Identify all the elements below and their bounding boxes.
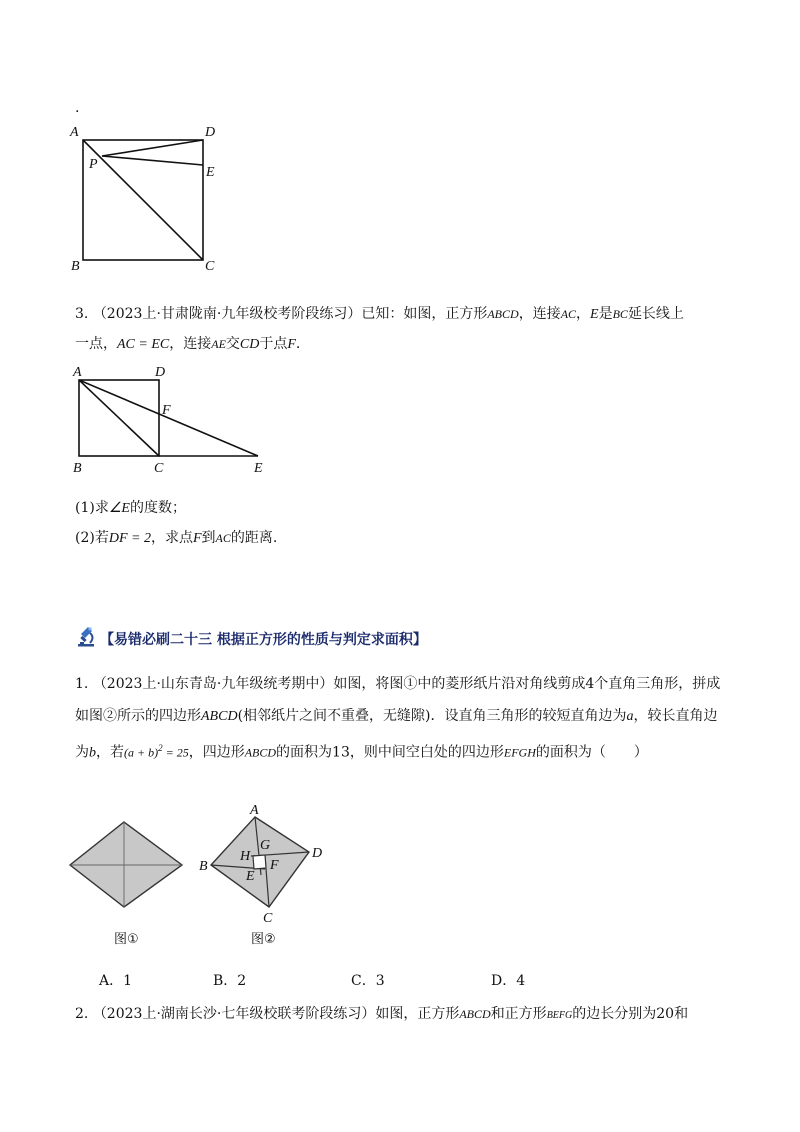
q3-line2-e: . [295,336,301,352]
q3-sub2-ac: AC [215,531,231,545]
q3-abcd: ABCD [487,307,519,321]
q3-number: 3. [75,306,89,322]
p2-line1-text: （2023上·湖南长沙·七年级校联考阶段练习）如图，正方形 [92,1006,460,1022]
q3-text4: 是 [598,306,613,322]
q3-text5: 延长线上 [627,306,684,322]
q3-line2 [75,334,300,355]
q3-cd: CD [239,337,260,352]
p2-number: 2. [75,1006,89,1022]
q3-ae: AE [211,337,226,351]
q3-sub2-a: (2)若 [75,530,109,546]
q3-sub1-a: (1)求 [75,500,109,516]
label-p: P [89,157,98,172]
label-a: A [70,125,79,140]
p1-line1-text: （2023上·山东青岛·九年级统考期中）如图，将图①中的菱形纸片沿对角线剪成4个直角三角形，拼成 [92,676,721,692]
p1-line3-a: 为 [75,744,89,761]
microscope-icon [74,624,98,648]
p2-line1 [75,1004,688,1026]
q3-line2-d: 于点 [259,336,288,352]
q3-e: E [590,307,599,322]
p2-line1-c: 的边长分别为 [572,1006,657,1022]
fig-label-f: F [270,858,279,873]
p1-line3 [75,738,648,764]
fig-label-d: D [312,846,323,861]
p2-line1-d: 和 [674,1006,689,1022]
q3-line2-c: 交 [225,336,240,352]
option-c[interactable]: C．3 [351,973,385,989]
p2-line1-b: 和正方形 [490,1006,547,1022]
p1-number: 1. [75,676,89,692]
p2-befg: BEFG [546,1010,573,1021]
label-d: D [205,125,216,140]
stray-dot: . [75,100,80,116]
figure-square-extension [66,360,276,480]
q3-ac: AC [560,307,577,321]
rhombus-figure-1 [70,822,182,907]
blank-efgh [253,855,266,869]
label-d: D [155,365,166,380]
q3-source: （2023上·甘肃陇南·九年级校考阶段练习） [92,306,362,322]
fig-label-g: G [260,838,271,853]
q3-sub2-f: F [192,531,202,546]
label-e: E [206,165,215,180]
p1-abcd2: ABCD [244,745,277,760]
fig-caption-2: 图② [251,932,276,947]
p1-line3-d: 的面积为13，则中间空白处的四边形 [276,744,504,761]
p1-line2-b: (相邻纸片之间不重叠，无缝隙)．设直角三角形的较短直角边为 [237,708,627,724]
p1-line1 [75,674,720,694]
p1-a: a [626,709,634,724]
q3-angle-e: ∠E [108,501,130,516]
p1-line3-c: ，四边形 [188,744,245,761]
p1-line2-text: 如图②所示的四边形 [75,708,201,724]
q3-sub2-c: 到 [201,530,216,546]
q3-sub1-b: 的度数； [129,500,186,516]
label-b: B [71,259,80,274]
label-e: E [254,461,263,476]
q3-text3: ， [576,306,591,322]
figure-rhombus-square [66,790,356,950]
option-b[interactable]: B．2 [213,973,247,989]
q3-bc: BC [612,307,628,321]
line-pe [102,156,203,165]
option-a[interactable]: A．1 [99,973,133,989]
q3-sub1 [75,498,186,519]
q3-sub2-d: 的距离. [230,530,278,546]
label-b: B [73,461,82,476]
q3-sub2-b: ，求点 [150,530,193,546]
p1-line2-c: ，较长直角边 [633,708,718,724]
q3-line1 [75,304,684,325]
fig-label-h: H [240,849,251,864]
p1-line3-b: ，若 [96,744,124,761]
p1-eq: (a + b) [124,745,159,760]
q3-text1: 已知：如图，正方形 [361,306,488,322]
p1-eq-rest: = 25 [162,745,189,760]
q3-df-eq: DF = 2 [108,531,151,546]
q3-f: F [287,337,296,352]
p1-eq-exp: 2 [158,743,163,753]
p1-abcd: ABCD [201,709,238,724]
label-c: C [154,461,164,476]
p1-line3-e: 的面积为（ ） [535,744,648,761]
fig-label-e: E [246,869,255,884]
p1-line2 [75,706,718,727]
q3-ac-eq-ec: AC = EC [117,337,170,352]
q3-text2: ，连接 [518,306,561,322]
square-figure-2 [211,817,309,907]
p2-abcd: ABCD [459,1007,491,1021]
section-title: 【易错必刷二十三 根据正方形的性质与判定求面积】 [100,632,427,648]
q3-line2-b: ，连接 [169,336,212,352]
p1-efgh: EFGH [503,745,536,760]
line-ae [79,380,258,456]
q3-line2-a: 一点， [75,336,117,352]
p2-n20: 20 [656,1006,675,1022]
q3-sub2 [75,528,277,549]
p1-b: b [89,745,96,761]
label-c: C [205,259,215,274]
line-ac [79,380,159,456]
line-pd [102,140,203,156]
fig-caption-1: 图① [114,932,139,947]
fig-label-c: C [263,911,273,926]
label-a: A [73,365,82,380]
fig-label-a: A [250,803,259,818]
line-ac [83,140,203,260]
fig-label-b: B [199,859,208,874]
figure-square-pe [66,118,236,278]
option-d[interactable]: D．4 [491,973,526,989]
label-f: F [162,403,171,418]
